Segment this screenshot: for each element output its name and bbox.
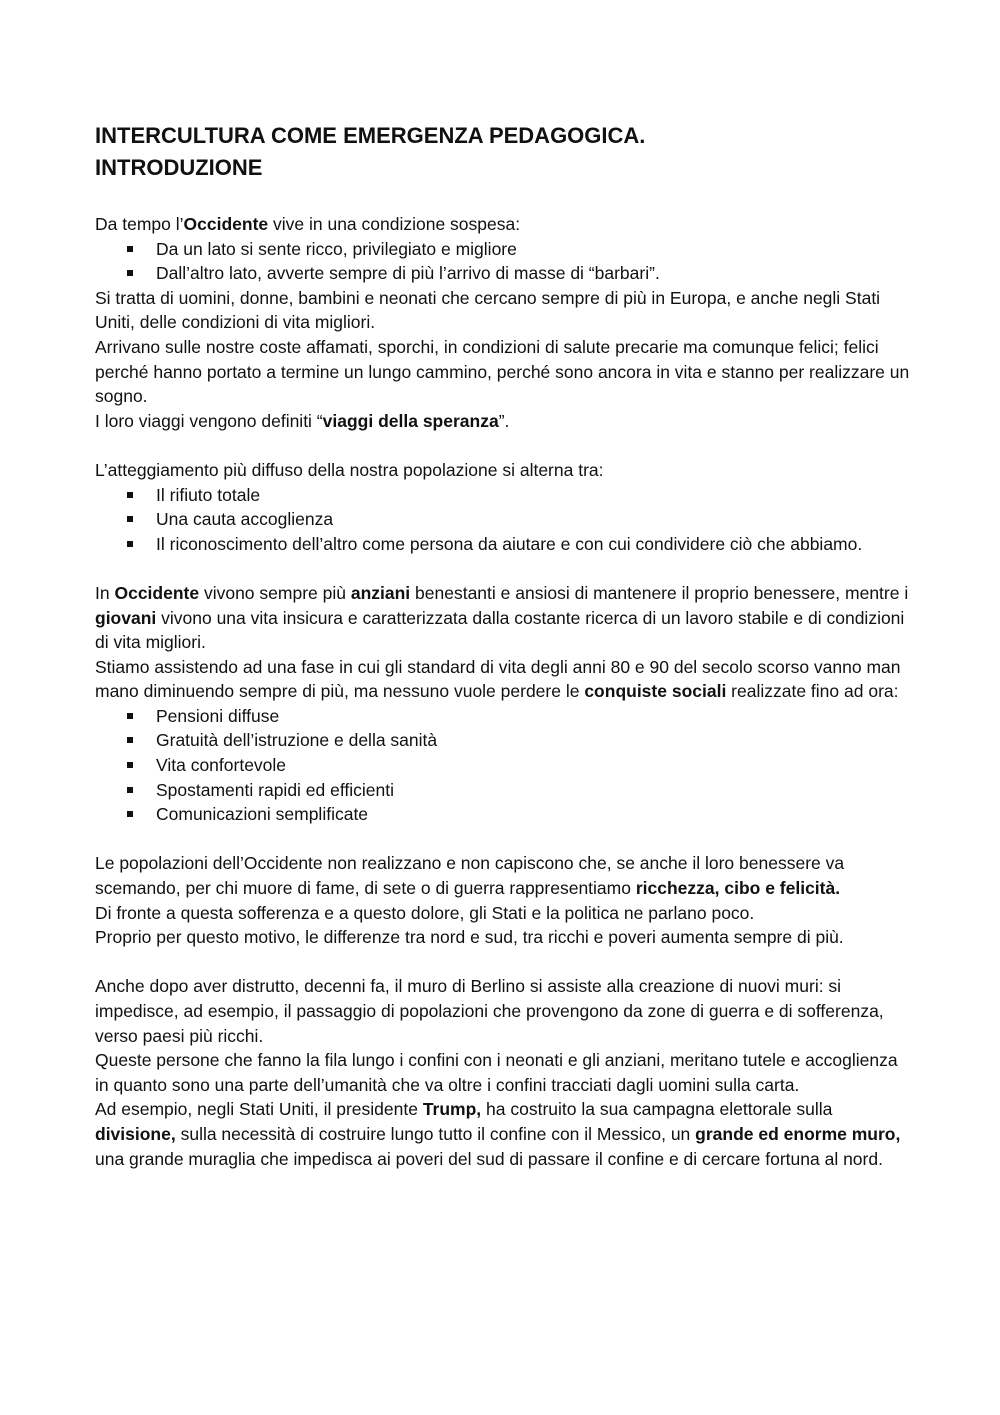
title-line-1: INTERCULTURA COME EMERGENZA PEDAGOGICA. — [95, 123, 646, 148]
list-item: Il rifiuto totale — [95, 483, 915, 508]
title-line-2: INTRODUZIONE — [95, 155, 263, 180]
list-item: Da un lato si sente ricco, privilegiato e migliore — [95, 237, 915, 262]
list-item: Una cauta accoglienza — [95, 507, 915, 532]
paragraph-differences: Proprio per questo motivo, le differenze tra nord e sud, tra ricchi e poveri aumenta sempre di più. — [95, 927, 844, 948]
paragraph-arrival: Arrivano sulle nostre coste affamati, sporchi, in condizioni di salute precarie ma comunque felici; felici perché hanno portato a termine un lungo cammino, perché sono ancora in vita e stanno per realizzare un sogno. — [95, 336, 910, 407]
bold-occidente: Occidente — [183, 214, 269, 234]
document-title — [95, 120, 915, 184]
paragraph-borders: Queste persone che fanno la fila lungo i confini con i neonati e gli anziani, meritano tutele e accoglienza in quanto sono una parte dell’umanità che va oltre i confini tracciati dagli uomini sulla carta. — [95, 1050, 898, 1095]
paragraph-attitude: L’atteggiamento più diffuso della nostra popolazione si alterna tra: — [95, 459, 604, 480]
list-item: Spostamenti rapidi ed efficienti — [95, 778, 915, 803]
paragraph-wealth: Le popolazioni dell’Occidente non realizzano e non capiscono che, se anche il loro benessere va scemando, per chi muore di fame, di sete o di guerra rappresentiamo ricchezza, cibo e felicità. — [95, 853, 845, 899]
list-item: Il riconoscimento dell’altro come persona da aiutare e con cui condividere ciò che abbiamo. — [95, 532, 915, 557]
bold-ricchezza: ricchezza, cibo e felicità. — [635, 878, 841, 899]
bold-viaggi: viaggi della speranza — [322, 410, 499, 431]
list-item: Comunicazioni semplificate — [95, 802, 915, 827]
paragraph-trump: Ad esempio, negli Stati Uniti, il presidente Trump, ha costruito la sua campagna elettorale sulla divisione, sulla necessità di costruire lungo tutto il confine con il Messico, un grande ed enorme muro, una grande muraglia che impedisca ai poveri del sud di passare il confine e di cercare fortuna al nord. — [95, 1099, 901, 1169]
paragraph-suffering: Di fronte a questa sofferenza e a questo dolore, gli Stati e la politica ne parlano poco. — [95, 902, 755, 923]
bold-conquiste: conquiste sociali — [584, 681, 727, 702]
paragraph-generations: In Occidente vivono sempre più anziani benestanti e ansiosi di mantenere il proprio benessere, mentre i giovani vivono una vita insicura e caratterizzata dalla costante ricerca di un lavoro stabile e di condizioni di vita migliori. — [95, 582, 909, 653]
document-page — [95, 120, 915, 1171]
paragraph-walls: Anche dopo aver distrutto, decenni fa, il muro di Berlino si assiste alla creazione di nuovi muri: si impedisce, ad esempio, il passaggio di popolazioni che provengono da zone di guerra e di sofferenza, verso paesi più ricchi. — [95, 976, 884, 1046]
bullet-list-attitudes — [95, 483, 915, 557]
paragraph-standards: Stiamo assistendo ad una fase in cui gli standard di vita degli anni 80 e 90 del secolo scorso vanno man mano diminuendo sempre di più, ma nessuno vuole perdere le conquiste sociali realizzate fino ad ora: — [95, 656, 901, 702]
paragraph-migrants: Si tratta di uomini, donne, bambini e neonati che cercano sempre di più in Europa, e anche negli Stati Uniti, delle condizioni di vita migliori. — [95, 287, 881, 333]
bullet-list-conquests — [95, 704, 915, 827]
paragraph-journeys: I loro viaggi vengono definiti “viaggi della speranza”. — [95, 410, 510, 431]
list-item: Gratuità dell’istruzione e della sanità — [95, 728, 915, 753]
list-item: Pensioni diffuse — [95, 704, 915, 729]
bullet-list-condition — [95, 237, 915, 286]
list-item: Dall’altro lato, avverte sempre di più l’arrivo di masse di “barbari”. — [95, 261, 915, 286]
list-item: Vita confortevole — [95, 753, 915, 778]
paragraph-intro: Da tempo l’Occidente vive in una condizione sospesa: — [95, 214, 521, 234]
